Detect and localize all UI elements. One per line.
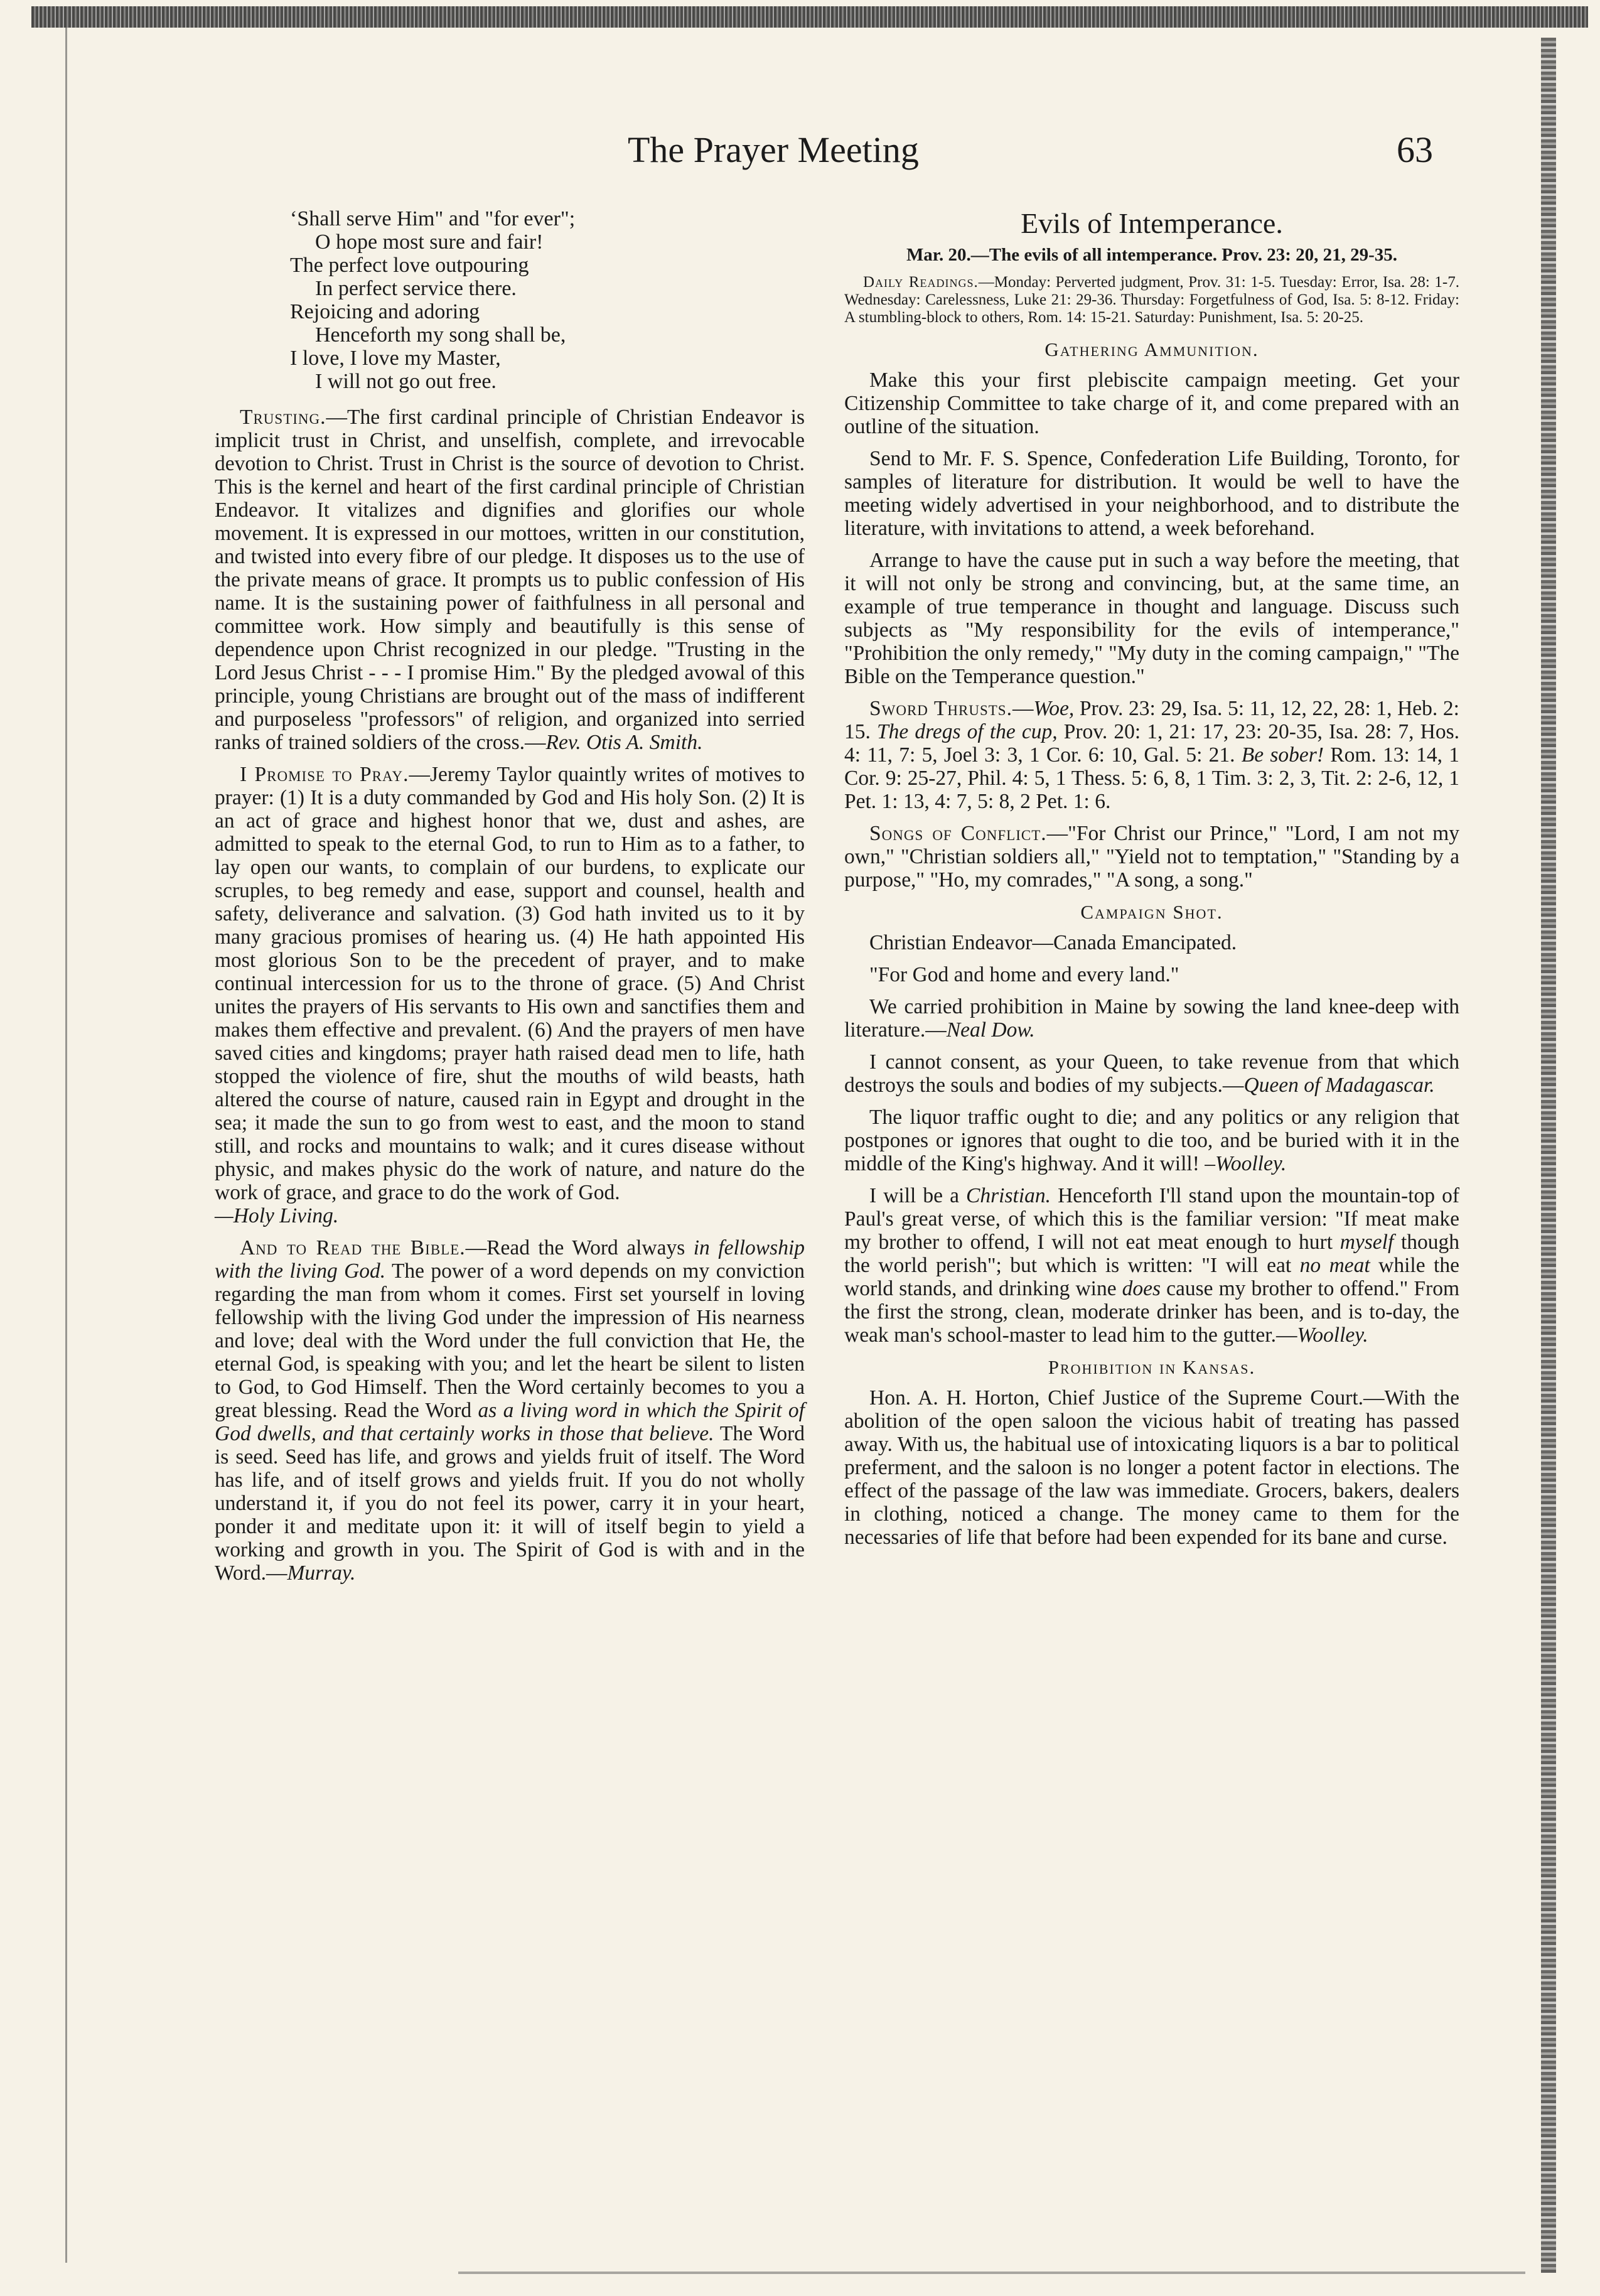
subheading: Prohibition in Kansas. xyxy=(1048,1356,1256,1378)
page-number: 63 xyxy=(1397,129,1433,170)
poem-line: In perfect service there. xyxy=(315,277,517,300)
paragraph: Hon. A. H. Horton, Chief Justice of the Supreme Court.—With the abolition of the open saloon the vicious habit of treating has passed away. With us, the habitual use of intoxicating liquors is a bar to political preferment, and the saloon is no longer a potent factor in elections. The effect of the passage of the law was immediate. Grocers, bakers, dealers in clothing, noticed a change. The money came to them for the necessaries of life that before had been expended for its bane and curse. xyxy=(844,1386,1459,1549)
poem-line: Rejoicing and adoring xyxy=(290,300,480,323)
paragraph-text: —Monday: Perverted judgment, Prov. 31: 1-5. Tuesday: Error, Isa. 28: 1-7. Wednesday: Carelessness, Luke 21: 29-36. Thursday: Forgetfulness of God, Isa. 5: 8-12. Friday: A stumbling-block to others, Rom. 14: 15-21. Saturday: Punishment, Isa. 5: 20-25. xyxy=(844,274,1459,326)
paragraph: "For God and home and every land." xyxy=(869,963,1179,986)
paragraph-promise xyxy=(215,763,805,1227)
paragraph xyxy=(844,1050,1459,1097)
paragraph xyxy=(844,1106,1459,1175)
right-scan-edge xyxy=(1541,38,1556,2273)
run-in-heading: Sword Thrusts. xyxy=(869,697,1012,720)
right-column xyxy=(844,207,1459,1558)
emphasis: The dregs of the cup, xyxy=(877,720,1058,743)
paragraph-text: I will be a xyxy=(869,1184,967,1207)
emphasis: myself xyxy=(1340,1231,1394,1254)
subheading: Campaign Shot. xyxy=(1080,901,1223,923)
paragraph-text: —Read the Word always xyxy=(465,1236,694,1259)
paragraph-trusting xyxy=(215,406,805,754)
emphasis: Woe, xyxy=(1033,697,1075,720)
poem-line: O hope most sure and fair! xyxy=(315,230,544,254)
paragraph-text: — xyxy=(1012,697,1034,720)
attribution: Woolley. xyxy=(1215,1152,1287,1175)
run-in-heading: Daily Readings. xyxy=(863,274,979,291)
attribution: Neal Dow. xyxy=(946,1018,1035,1042)
paragraph-text: —Jeremy Taylor quaintly writes of motives to prayer: (1) It is a duty commanded by God and His holy Son. (2) It is an act of grace and highest honor that we, dust and ashes, are admitted to speak to the eternal God, to run to Him as to a father, to lay open our wants, to complain of our burdens, to explicate our scruples, to beg remedy and ease, support and counsel, health and safety, deliverance and salvation. (3) God hath invited us to it by many gracious promises of hearing us. (4) He hath appointed His most glorious Son to be the precedent of prayer, and to make continual intercession for us to the throne of grace. (5) And Christ unites the prayers of His servants to His own and sanctifies them and makes them effective and prevalent. (6) And the prayers of men have saved cities and kingdoms; prayer hath raised dead men to life, hath stopped the violence of fire, shut the mouths of wild beasts, hath altered the course of nature, caused rain in Egypt and drought in the sea; it made the sun to go from west to east, and the moon to stand still, and rocks and mountains to walk; and it cures disease without physic, and makes physic do the work of nature, and nature do the work of grace, and grace to do the work of God. xyxy=(215,763,805,1204)
paragraph-text: while the world stands, and drinking wine xyxy=(844,1254,1459,1300)
emphasis: as a living word in which the Spirit of God dwells, and that certainly works in those that believe. xyxy=(215,1399,805,1445)
paragraph: Arrange to have the cause put in such a way before the meeting, that it will not only be strong and convincing, but, at the same time, an example of true temperance in thought and language. Discuss such subjects as "My responsibility for the evils of intemperance," "Prohibition the only remedy," "My duty in the coming campaign," "The Bible on the Temperance question." xyxy=(844,549,1459,688)
poem-line: Henceforth my song shall be, xyxy=(315,323,566,347)
emphasis: does xyxy=(1122,1277,1161,1300)
bottom-rule xyxy=(458,2272,1525,2274)
daily-readings xyxy=(844,274,1459,326)
paragraph-text: though the world perish"; but which is written: "I will eat xyxy=(844,1231,1460,1277)
poem-line: I will not go out free. xyxy=(315,370,497,393)
paragraph-text: The Word is seed. Seed has life, and grows and yields fruit of itself. The Word has life, and of itself grows and yields fruit. If you do not wholly understand it, if you do not feel its power, carry it in your heart, ponder it and meditate upon it: it will of itself begin to yield a working and growth in you. The Spirit of God is with and in the Word.— xyxy=(215,1422,805,1585)
emphasis: Christian. xyxy=(966,1184,1051,1207)
paragraph-text: —"For Christ our Prince," "Lord, I am not my own," "Christian soldiers all," "Yield not to temptation," "Standing by a purpose," "Ho, my comrades," "A song, a song." xyxy=(844,822,1459,892)
left-margin-rule xyxy=(65,28,67,2263)
attribution: Murray. xyxy=(287,1561,356,1585)
emphasis: no meat xyxy=(1299,1254,1370,1277)
attribution: Rev. Otis A. Smith. xyxy=(545,731,703,754)
run-in-heading: Songs of Conflict. xyxy=(869,822,1047,845)
running-head: The Prayer Meeting xyxy=(628,129,919,170)
paragraph-text: We carried prohibition in Maine by sowing the land knee-deep with literature.— xyxy=(844,995,1459,1042)
attribution: Queen of Madagascar. xyxy=(1243,1074,1435,1097)
poem xyxy=(290,207,805,393)
paragraph-text: Rom. 13: 14, 1 Cor. 9: 25-27, Phil. 4: 5, 1 Thess. 5: 6, 8, 1 Tim. 3: 2, 3, Tit. 2: 2-6, 12, 1 Pet. 1: 13, 4: 7, 5: 8, 2 Pet. 1: 6. xyxy=(844,743,1459,813)
subheading: Gathering Ammunition. xyxy=(1044,338,1259,360)
paragraph-text: Prov. 20: 1, 21: 17, 23: 20-35, Isa. 28: 7, Hos. 4: 11, 7: 5, Joel 3: 3, 1 Cor. 6: 10, Gal. 5: 21. xyxy=(844,720,1460,767)
run-in-heading: And to Read the Bible. xyxy=(240,1236,466,1259)
attribution: Woolley. xyxy=(1297,1323,1368,1347)
emphasis: Be sober! xyxy=(1241,743,1324,767)
paragraph-text: The power of a word depends on my conviction regarding the man from whom it comes. First set yourself in loving fellowship with the living God under the impression of His nearness and love; deal with the Word under the full conviction that He, the eternal God, is speaking with you; and let the heart be silent to listen to God, to God Himself. Then the Word certainly becomes to you a great blessing. Read the Word xyxy=(215,1259,805,1422)
poem-line: I love, I love my Master, xyxy=(290,347,501,370)
top-scan-border xyxy=(31,6,1588,28)
paragraph-text: The liquor traffic ought to die; and any politics or any religion that postpones or ignores that ought to die too, and be buried with it in the middle of the King's highway. And it will! – xyxy=(844,1106,1459,1175)
paragraph: Send to Mr. F. S. Spence, Confederation Life Building, Toronto, for samples of literature for distribution. It would be well to have the meeting widely advertised in your neighborhood, and to distribute the literature, with invitations to attend, a week beforehand. xyxy=(844,447,1459,540)
run-in-heading: I Promise to Pray. xyxy=(240,763,409,786)
paragraph-bible xyxy=(215,1236,805,1585)
paragraph-text: I cannot consent, as your Queen, to take revenue from that which destroys the souls and bodies of my subjects.— xyxy=(844,1050,1459,1097)
paragraph-sword-thrusts xyxy=(844,697,1459,813)
emphasis: in fellowship with the living God. xyxy=(215,1236,805,1283)
paragraph xyxy=(844,995,1459,1042)
paragraph-text: Prov. 23: 29, Isa. 5: 11, 12, 22, 28: 1, Heb. 2: 15. xyxy=(844,697,1459,743)
scripture-reference: Mar. 20.—The evils of all intemperance. Prov. 23: 20, 21, 29-35. xyxy=(906,245,1398,265)
run-in-heading: Trusting. xyxy=(240,406,326,429)
left-column xyxy=(215,207,805,1593)
attribution: —Holy Living. xyxy=(215,1204,339,1227)
paragraph xyxy=(844,1184,1459,1347)
paragraph-text: Henceforth I'll stand upon the mountain-top of Paul's great verse, of which this is the familiar version: "If meat make my brother to offend, I will not eat meat enough to hurt xyxy=(844,1184,1459,1254)
section-title: Evils of Intemperance. xyxy=(1021,207,1283,239)
paragraph: Make this your first plebiscite campaign meeting. Get your Citizenship Committee to take charge of it, and come prepared with an outline of the situation. xyxy=(844,369,1459,438)
paragraph-songs xyxy=(844,822,1459,892)
paragraph-text: cause my brother to offend." From the first the strong, clean, moderate drinker has been, and is to-day, the weak man's school-master to lead him to the gutter.— xyxy=(844,1277,1459,1347)
poem-line: ‘Shall serve Him" and "for ever"; xyxy=(290,207,576,230)
poem-line: The perfect love outpouring xyxy=(290,254,529,277)
paragraph: Christian Endeavor—Canada Emancipated. xyxy=(869,931,1237,954)
paragraph-text: —The first cardinal principle of Christian Endeavor is implicit trust in Christ, and unselfish, complete, and irrevocable devotion to Christ. Trust in Christ is the source of devotion to Christ. This is the kernel and heart of the first cardinal principle of Christian Endeavor. It vitalizes and dignifies and glorifies our whole movement. It is expressed in our mottoes, written in our constitution, and twisted into every fibre of our pledge. It disposes us to the use of the private means of grace. It prompts us to public confession of His name. It is the sustaining power of faithfulness in all personal and committee work. How simply and beautifully is this sense of dependence upon Christ recognized in our pledge. "Trusting in the Lord Jesus Christ - - - I promise Him." By the pledged avowal of this principle, young Christians are brought out of the mass of indifferent and purposeless "professors" of religion, and organized into serried ranks of trained soldiers of the cross.— xyxy=(215,406,805,754)
